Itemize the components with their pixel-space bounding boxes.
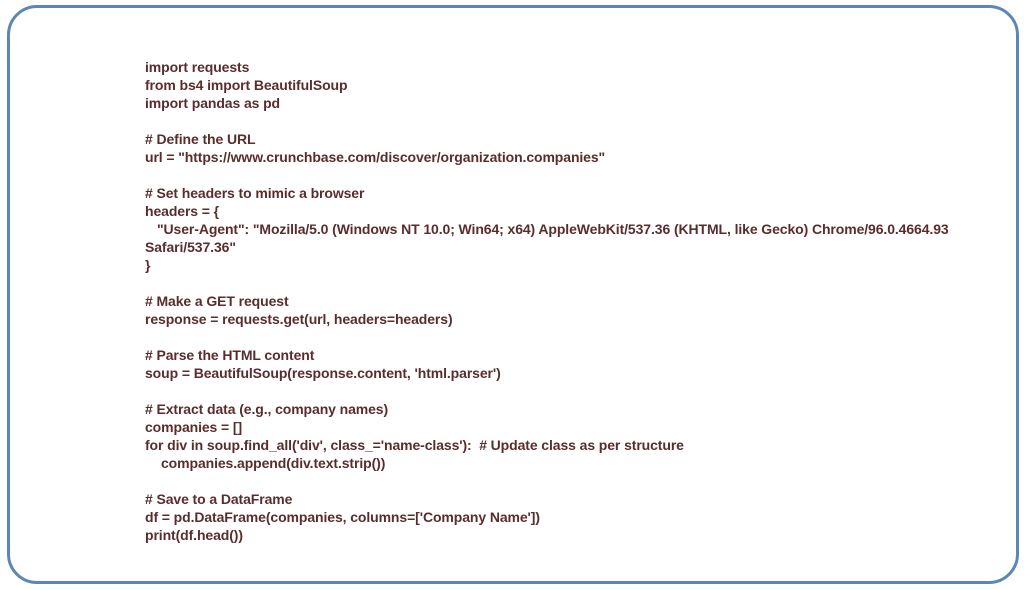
code-comment: # Define the URL bbox=[145, 131, 256, 147]
code-line: } bbox=[145, 257, 151, 273]
code-comment: # Extract data (e.g., company names) bbox=[145, 401, 389, 417]
code-line-text: "User-Agent": "Mozilla/5.0 (Windows NT 10.0; Win64; x64) AppleWebKit/537.36 (KHTML, like Gecko) Chrome/96.0.4664.93 Safari/537.36" bbox=[145, 221, 949, 255]
blank-line bbox=[145, 112, 975, 130]
code-line: response = requests.get(url, headers=headers) bbox=[145, 311, 453, 327]
code-line: from bs4 import BeautifulSoup bbox=[145, 77, 348, 93]
code-line: print(df.head()) bbox=[145, 527, 243, 543]
blank-line bbox=[145, 274, 975, 292]
code-line: df = pd.DataFrame(companies, columns=['Company Name']) bbox=[145, 509, 540, 525]
code-block bbox=[145, 58, 975, 544]
code-line: soup = BeautifulSoup(response.content, 'html.parser') bbox=[145, 365, 501, 381]
code-comment: # Parse the HTML content bbox=[145, 347, 315, 363]
blank-line bbox=[145, 166, 975, 184]
code-comment: # Set headers to mimic a browser bbox=[145, 185, 365, 201]
blank-line bbox=[145, 472, 975, 490]
code-line: import pandas as pd bbox=[145, 95, 281, 111]
code-line: url = "https://www.crunchbase.com/discover/organization.companies" bbox=[145, 149, 606, 165]
code-line: companies = [] bbox=[145, 419, 243, 435]
code-line: for div in soup.find_all('div', class_='name-class'): # Update class as per structure bbox=[145, 437, 684, 453]
code-line: import requests bbox=[145, 59, 250, 75]
blank-line bbox=[145, 328, 975, 346]
blank-line bbox=[145, 382, 975, 400]
code-comment: # Save to a DataFrame bbox=[145, 491, 293, 507]
code-comment: # Make a GET request bbox=[145, 293, 289, 309]
code-line-user-agent bbox=[145, 220, 975, 256]
code-line: headers = { bbox=[145, 203, 219, 219]
code-line: companies.append(div.text.strip()) bbox=[161, 455, 386, 471]
